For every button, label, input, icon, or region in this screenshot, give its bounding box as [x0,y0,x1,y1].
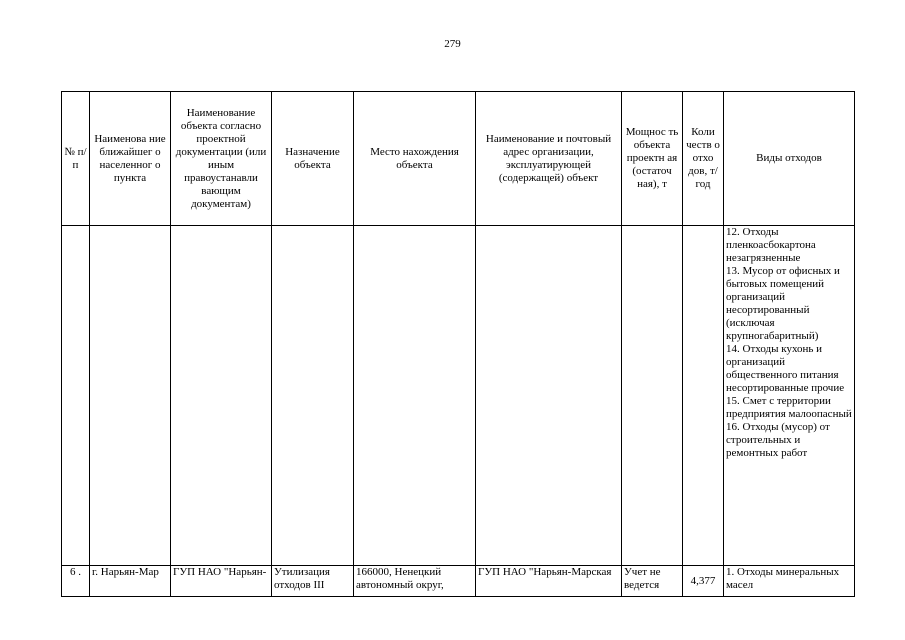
waste-item: 15. Смет с территории предприятия малоопасный [726,395,852,420]
table-header-row [62,92,855,226]
header-settlement: Наименова ние ближайшег о населенног о пункта [90,92,171,226]
waste-list-cell [724,226,855,566]
cell-empty [62,226,90,566]
waste-item: 14. Отходы кухонь и организаций общественного питания несортированные прочие [726,343,845,394]
row-number: 6 . [62,566,90,597]
object-cell: ГУП НАО "Нарьян- [171,566,272,597]
waste-objects-table [61,91,855,597]
location-cell: 166000, Ненецкий автономный округ, [354,566,476,597]
table-row [62,226,855,566]
settlement-cell: г. Нарьян-Мар [90,566,171,597]
header-waste-types: Виды отходов [724,92,855,226]
table-row [62,566,855,597]
cell-empty [476,226,622,566]
organization-cell: ГУП НАО "Нарьян-Марская [476,566,622,597]
waste-item: 13. Мусор от офисных и бытовых помещений организаций несортированный (исключая крупногабаритный) [726,265,840,342]
quantity-cell: 4,377 [683,566,724,597]
header-purpose: Назначение объекта [272,92,354,226]
cell-empty [622,226,683,566]
cell-empty [171,226,272,566]
cell-empty [90,226,171,566]
page-number: 279 [444,38,461,50]
purpose-cell: Утилизация отходов III [272,566,354,597]
header-quantity: Коли честв о отхо дов, т/год [683,92,724,226]
header-num: № п/п [62,92,90,226]
header-organization: Наименование и почтовый адрес организации, эксплуатирующей (содержащей) объект [476,92,622,226]
capacity-cell: Учет не ведется [622,566,683,597]
cell-empty [354,226,476,566]
cell-empty [272,226,354,566]
waste-cell: 1. Отходы минеральных масел [724,566,855,597]
waste-item: 12. Отходы пленкоасбокартона незагрязненные [726,226,816,264]
header-location: Место нахождения объекта [354,92,476,226]
waste-item: 16. Отходы (мусор) от строительных и ремонтных работ [726,421,830,459]
header-object-name: Наименование объекта согласно проектной документации (или иным правоустанавли вающим документам) [171,92,272,226]
cell-empty [683,226,724,566]
header-capacity: Мощнос ть объекта проектн ая (остаточ ная), т [622,92,683,226]
